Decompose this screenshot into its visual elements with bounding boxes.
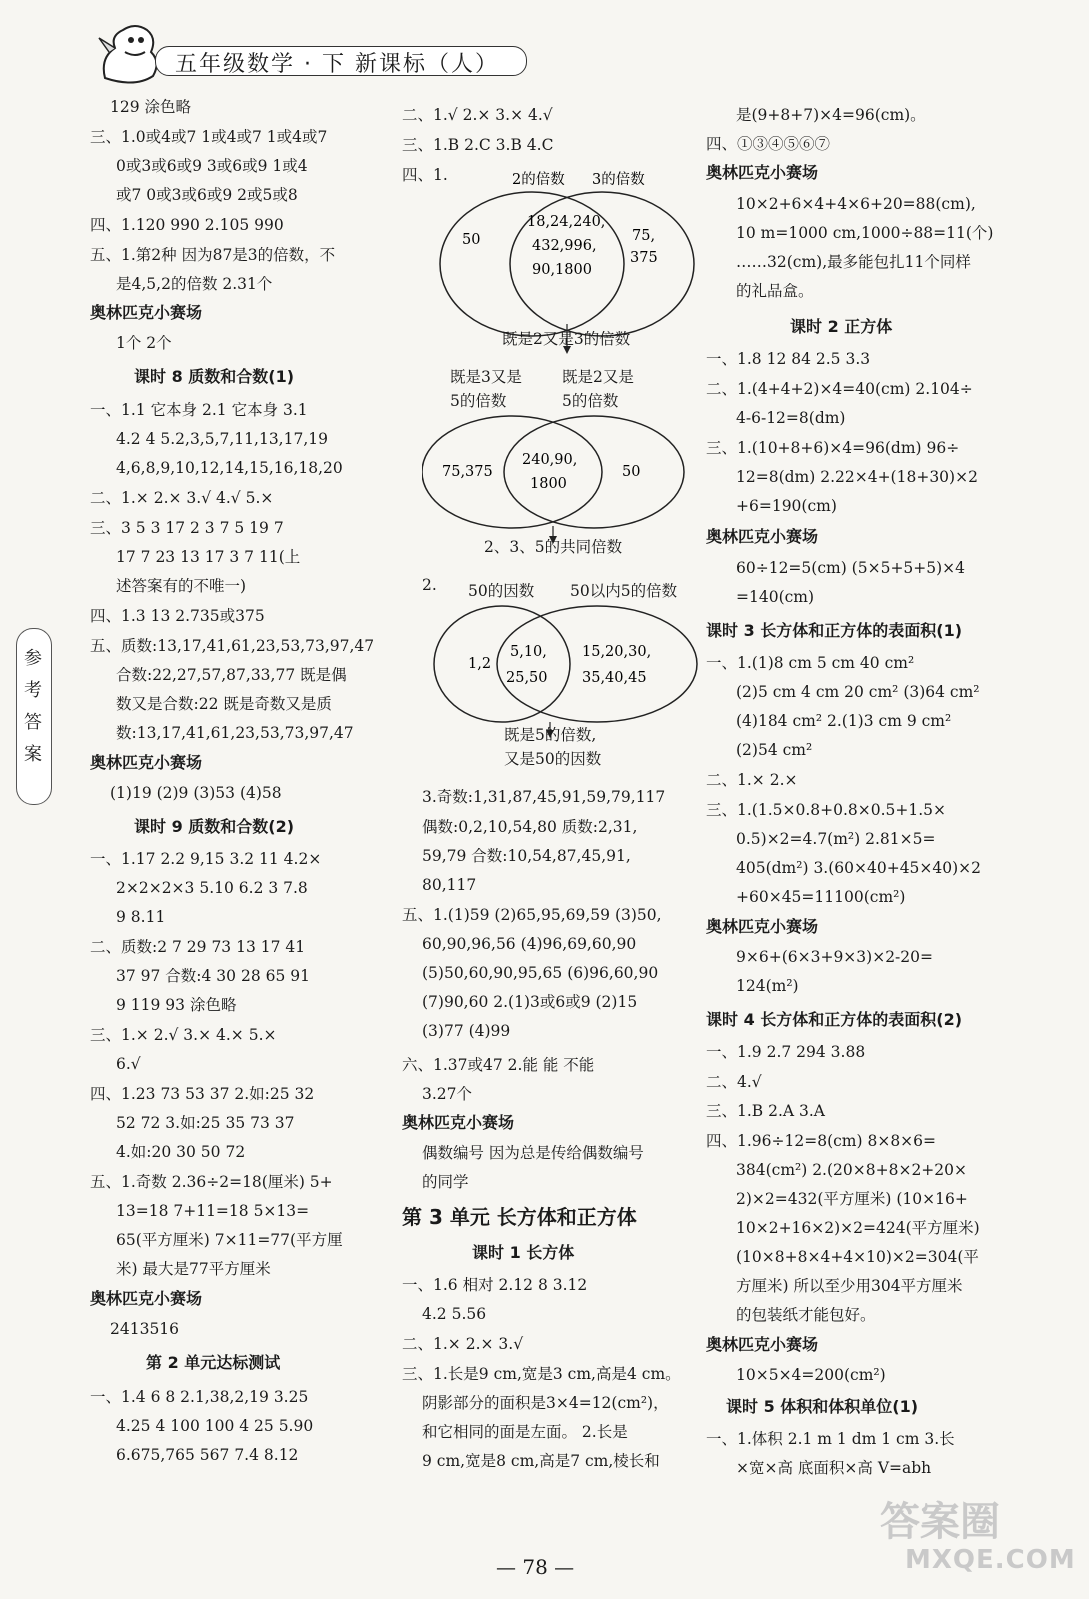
answer-line: 二、1.× 2.× bbox=[706, 771, 798, 789]
answer-line: 10×2+16×2)×2=424(平方厘米) bbox=[736, 1219, 980, 1237]
venn-diagram-2 bbox=[422, 414, 702, 544]
answer-line: 三、3 5 3 17 2 3 7 5 19 7 bbox=[90, 519, 284, 537]
venn3-right-title: 50以内5的倍数 bbox=[570, 582, 678, 600]
answer-line: 一、1.体积 2.1 m 1 dm 1 cm 3.长 bbox=[706, 1430, 955, 1448]
lesson-heading: 课时 5 体积和体积单位(1) bbox=[726, 1397, 919, 1416]
answer-line: 五、1.奇数 2.36÷2=18(厘米) 5+ bbox=[90, 1173, 333, 1191]
venn3-center-line: 5,10, bbox=[510, 644, 547, 660]
answer-line: 384(cm²) 2.(20×8+8×2+20× bbox=[736, 1161, 968, 1179]
answer-line: 米) 最大是77平方厘米 bbox=[116, 1260, 271, 1278]
answer-line: 4.如:20 30 50 72 bbox=[116, 1143, 246, 1161]
venn1-center-line: 18,24,240, bbox=[527, 214, 606, 230]
answer-line: 偶数:0,2,10,54,80 质数:2,31, bbox=[422, 818, 638, 836]
answer-line: (10×8+8×4+4×10)×2=304(平 bbox=[736, 1248, 979, 1266]
answer-line: 二、4.√ bbox=[706, 1073, 762, 1091]
answer-line: 0.5)×2=4.7(m²) 2.81×5= bbox=[736, 830, 936, 848]
section-heading: 奥林匹克小赛场 bbox=[90, 753, 203, 772]
venn1-right-line: 375 bbox=[630, 250, 658, 266]
answer-line: 二、1.× 2.× 3.√ bbox=[402, 1335, 524, 1353]
answer-line: 60÷12=5(cm) (5×5+5+5)×4 bbox=[736, 559, 966, 577]
answer-line: 合数:22,27,57,87,33,77 既是偶 bbox=[116, 666, 347, 684]
answer-line: 9 cm,宽是8 cm,高是7 cm,棱长和 bbox=[422, 1452, 660, 1470]
lesson-heading: 课时 8 质数和合数(1) bbox=[134, 367, 295, 386]
answer-line: 数:13,17,41,61,23,53,73,97,47 bbox=[116, 724, 354, 742]
answer-line: (1)19 (2)9 (3)53 (4)58 bbox=[110, 784, 282, 802]
venn3-right-line: 35,40,45 bbox=[582, 670, 647, 686]
answer-line: 0或3或6或9 3或6或9 1或4 bbox=[116, 157, 308, 175]
venn2-right-values: 50 bbox=[622, 464, 641, 480]
answer-line: 13=18 7+11=18 5×13= bbox=[116, 1202, 310, 1220]
section-heading: 奥林匹克小赛场 bbox=[706, 527, 819, 546]
answer-line: (2)54 cm² bbox=[736, 741, 813, 759]
answer-line: 3.奇数:1,31,87,45,91,59,79,117 bbox=[422, 788, 666, 806]
answer-line: 三、1.B 2.C 3.B 4.C bbox=[402, 136, 554, 154]
answer-line: 6.675,765 567 7.4 8.12 bbox=[116, 1446, 299, 1464]
answer-line: 的同学 bbox=[422, 1173, 469, 1191]
answer-line: 的礼品盒。 bbox=[736, 282, 814, 300]
answer-line: 1个 2个 bbox=[116, 334, 172, 352]
venn2-left-values: 75,375 bbox=[442, 464, 493, 480]
venn1-left-title: 2的倍数 bbox=[512, 172, 565, 188]
answer-line: 一、1.17 2.2 9,15 3.2 11 4.2× bbox=[90, 850, 322, 868]
venn3-right-circle bbox=[497, 606, 697, 722]
answer-line: 述答案有的不唯一) bbox=[116, 577, 247, 595]
answer-line: 二、1.× 2.× 3.√ 4.√ 5.× bbox=[90, 489, 274, 507]
answer-line: 五、质数:13,17,41,61,23,53,73,97,47 bbox=[90, 637, 375, 655]
venn2-center-line: 240,90, bbox=[522, 452, 578, 468]
answer-line: 17 7 23 13 17 3 7 11(上 bbox=[116, 548, 301, 566]
answer-line: 四、1. bbox=[402, 166, 448, 184]
answer-line: 4.2 4 5.2,3,5,7,11,13,17,19 bbox=[116, 430, 328, 448]
venn3-caption: 既是5的倍数, bbox=[504, 726, 597, 744]
answer-line: 52 72 3.如:25 35 73 37 bbox=[116, 1114, 295, 1132]
answer-line: 四、1.120 990 2.105 990 bbox=[90, 216, 284, 234]
answer-line: 二、1.√ 2.× 3.× 4.√ bbox=[402, 106, 553, 124]
answer-line: 数又是合数:22 既是奇数又是质 bbox=[116, 695, 332, 713]
answer-line: 一、1.6 相对 2.12 8 3.12 bbox=[402, 1276, 588, 1294]
page-header bbox=[95, 38, 535, 78]
answer-line: 三、1.长是9 cm,宽是3 cm,高是4 cm。 bbox=[402, 1365, 681, 1383]
lesson-heading: 课时 1 长方体 bbox=[472, 1243, 575, 1262]
answer-line: 129 涂色略 bbox=[110, 98, 192, 116]
answer-line: 一、1.4 6 8 2.1,38,2,19 3.25 bbox=[90, 1388, 309, 1406]
header-title: 五年级数学 · 下 新课标（人） bbox=[175, 52, 499, 77]
venn2-right-title: 既是2又是 bbox=[562, 368, 634, 386]
lesson-heading: 课时 2 正方体 bbox=[790, 317, 893, 336]
answer-line: 三、1.B 2.A 3.A bbox=[706, 1102, 825, 1120]
side-tab-answers bbox=[16, 628, 52, 805]
answer-line: 六、1.37或47 2.能 能 不能 bbox=[402, 1056, 595, 1074]
answer-line: 65(平方厘米) 7×11=77(平方厘 bbox=[116, 1231, 343, 1249]
venn3-left-title: 50的因数 bbox=[468, 582, 535, 600]
section-heading: 奥林匹克小赛场 bbox=[706, 917, 819, 936]
venn3-number: 2. bbox=[422, 576, 437, 594]
venn1-caption: 既是2又是3的倍数 bbox=[502, 330, 631, 348]
watermark-logo: 答案圈 bbox=[880, 1499, 1000, 1545]
answer-line: ……32(cm),最多能包扎11个同样 bbox=[736, 253, 971, 271]
unit-test-heading: 第 2 单元达标测试 bbox=[146, 1353, 281, 1372]
venn2-caption: 2、3、5的共同倍数 bbox=[484, 538, 623, 556]
answer-line: =140(cm) bbox=[736, 588, 815, 606]
answer-line: 偶数编号 因为总是传给偶数编号 bbox=[422, 1144, 644, 1162]
answer-line: 方厘米) 所以至少用304平方厘米 bbox=[736, 1277, 963, 1295]
lesson-heading: 课时 3 长方体和正方体的表面积(1) bbox=[706, 621, 963, 640]
answer-line: (7)90,60 2.(1)3或6或9 (2)15 bbox=[422, 993, 638, 1011]
venn1-center-line: 90,1800 bbox=[532, 262, 592, 278]
answer-line: 一、1.9 2.7 294 3.88 bbox=[706, 1043, 866, 1061]
answer-line: 10×5×4=200(cm²) bbox=[736, 1366, 886, 1384]
answer-line: 二、1.(4+4+2)×4=40(cm) 2.104÷ bbox=[706, 380, 973, 398]
answer-line: 2413516 bbox=[110, 1320, 180, 1338]
answer-line: 2×2×2×3 5.10 6.2 3 7.8 bbox=[116, 879, 308, 897]
section-heading: 奥林匹克小赛场 bbox=[706, 163, 819, 182]
unit-heading: 第 3 单元 长方体和正方体 bbox=[402, 1205, 637, 1229]
answer-line: 12=8(dm) 2.22×4+(18+30)×2 bbox=[736, 468, 978, 486]
answer-line: 一、1.8 12 84 2.5 3.3 bbox=[706, 350, 871, 368]
answer-line: 124(m²) bbox=[736, 977, 799, 995]
answer-line: 四、1.3 13 2.735或375 bbox=[90, 607, 265, 625]
venn2-left-title: 5的倍数 bbox=[450, 392, 507, 410]
answer-line: 10 m=1000 cm,1000÷88=11(个) bbox=[736, 224, 994, 242]
answer-line: 的包装纸才能包好。 bbox=[736, 1306, 876, 1324]
venn-diagram-3 bbox=[432, 602, 702, 742]
venn1-right-title: 3的倍数 bbox=[592, 172, 645, 188]
answer-line: 6.√ bbox=[116, 1055, 141, 1073]
answer-line: 4.2 5.56 bbox=[422, 1305, 487, 1323]
answer-line: 三、1.0或4或7 1或4或7 1或4或7 bbox=[90, 128, 328, 146]
answer-line: 是4,5,2的倍数 2.31个 bbox=[116, 275, 273, 293]
section-heading: 奥林匹克小赛场 bbox=[706, 1335, 819, 1354]
answer-line: (4)184 cm² 2.(1)3 cm 9 cm² bbox=[736, 712, 952, 730]
answer-line: 4.25 4 100 100 4 25 5.90 bbox=[116, 1417, 314, 1435]
venn3-left-circle bbox=[434, 606, 570, 722]
answer-line: 4-6-12=8(dm) bbox=[736, 409, 846, 427]
section-heading: 奥林匹克小赛场 bbox=[90, 303, 203, 322]
answer-line: 或7 0或3或6或9 2或5或8 bbox=[116, 186, 298, 204]
answer-line: 405(dm²) 3.(60×40+45×40)×2 bbox=[736, 859, 982, 877]
answer-line: 二、质数:2 7 29 73 13 17 41 bbox=[90, 938, 306, 956]
answer-line: 9 8.11 bbox=[116, 908, 166, 926]
lesson-heading: 课时 4 长方体和正方体的表面积(2) bbox=[706, 1010, 963, 1029]
answer-line: 一、1.1 它本身 2.1 它本身 3.1 bbox=[90, 401, 308, 419]
answer-line: 四、1.96÷12=8(cm) 8×8×6= bbox=[706, 1132, 937, 1150]
answer-line: +6=190(cm) bbox=[736, 497, 837, 515]
answer-line: 9 119 93 涂色略 bbox=[116, 996, 237, 1014]
venn3-right-line: 15,20,30, bbox=[582, 644, 652, 660]
answer-line: 是(9+8+7)×4=96(cm)。 bbox=[736, 106, 926, 124]
venn3-left-values: 1,2 bbox=[468, 656, 492, 672]
answer-line: (3)77 (4)99 bbox=[422, 1022, 511, 1040]
answer-line: 四、1.23 73 53 37 2.如:25 32 bbox=[90, 1085, 315, 1103]
venn2-right-title: 5的倍数 bbox=[562, 392, 619, 410]
answer-line: 4,6,8,9,10,12,14,15,16,18,20 bbox=[116, 459, 343, 477]
answer-line: 阴影部分的面积是3×4=12(cm²)， bbox=[422, 1394, 669, 1412]
venn2-right-circle bbox=[504, 416, 684, 528]
watermark-url: MXQE.COM bbox=[905, 1545, 1076, 1575]
answer-line: 60,90,96,56 (4)96,69,60,90 bbox=[422, 935, 637, 953]
venn1-right-line: 75, bbox=[632, 228, 656, 244]
answer-line: (2)5 cm 4 cm 20 cm² (3)64 cm² bbox=[736, 683, 980, 701]
answer-line: 80,117 bbox=[422, 876, 477, 894]
section-heading: 奥林匹克小赛场 bbox=[90, 1289, 203, 1308]
answer-line: 9×6+(6×3+9×3)×2-20= bbox=[736, 948, 933, 966]
side-tab-label: 参考答案 bbox=[24, 648, 42, 765]
answer-line: 3.27个 bbox=[422, 1085, 473, 1103]
venn2-center-line: 1800 bbox=[530, 476, 567, 492]
lesson-heading: 课时 9 质数和合数(2) bbox=[134, 817, 295, 836]
answer-line: 和它相同的面是左面。 2.长是 bbox=[422, 1423, 628, 1441]
answer-line: 四、①③④⑤⑥⑦ bbox=[706, 135, 831, 153]
answer-line: 59,79 合数:10,54,87,45,91, bbox=[422, 847, 631, 865]
answer-line: ×宽×高 底面积×高 V=abh bbox=[736, 1459, 932, 1477]
answer-line: 三、1.× 2.√ 3.× 4.× 5.× bbox=[90, 1026, 277, 1044]
venn3-caption: 又是50的因数 bbox=[504, 750, 602, 768]
answer-line: 三、1.(10+8+6)×4=96(dm) 96÷ bbox=[706, 439, 960, 457]
answer-line: 37 97 合数:4 30 28 65 91 bbox=[116, 967, 310, 985]
venn2-left-title: 既是3又是 bbox=[450, 368, 522, 386]
section-heading: 奥林匹克小赛场 bbox=[402, 1113, 515, 1132]
answer-line: (5)50,60,90,95,65 (6)96,60,90 bbox=[422, 964, 659, 982]
answer-line: 10×2+6×4+4×6+20=88(cm), bbox=[736, 195, 976, 213]
answer-line: 三、1.(1.5×0.8+0.8×0.5+1.5× bbox=[706, 801, 947, 819]
answer-line: 五、1.(1)59 (2)65,95,69,59 (3)50, bbox=[402, 906, 662, 924]
venn1-center-line: 432,996, bbox=[532, 238, 597, 254]
answer-line: 2)×2=432(平方厘米) (10×16+ bbox=[736, 1190, 968, 1208]
answer-line: +60×45=11100(cm²) bbox=[736, 888, 906, 906]
page-number: — 78 — bbox=[496, 1555, 575, 1579]
answer-line: 五、1.第2种 因为87是3的倍数，不 bbox=[90, 246, 336, 264]
answer-line: 一、1.(1)8 cm 5 cm 40 cm² bbox=[706, 654, 915, 672]
venn1-left-values: 50 bbox=[462, 232, 481, 248]
venn3-center-line: 25,50 bbox=[506, 670, 548, 686]
